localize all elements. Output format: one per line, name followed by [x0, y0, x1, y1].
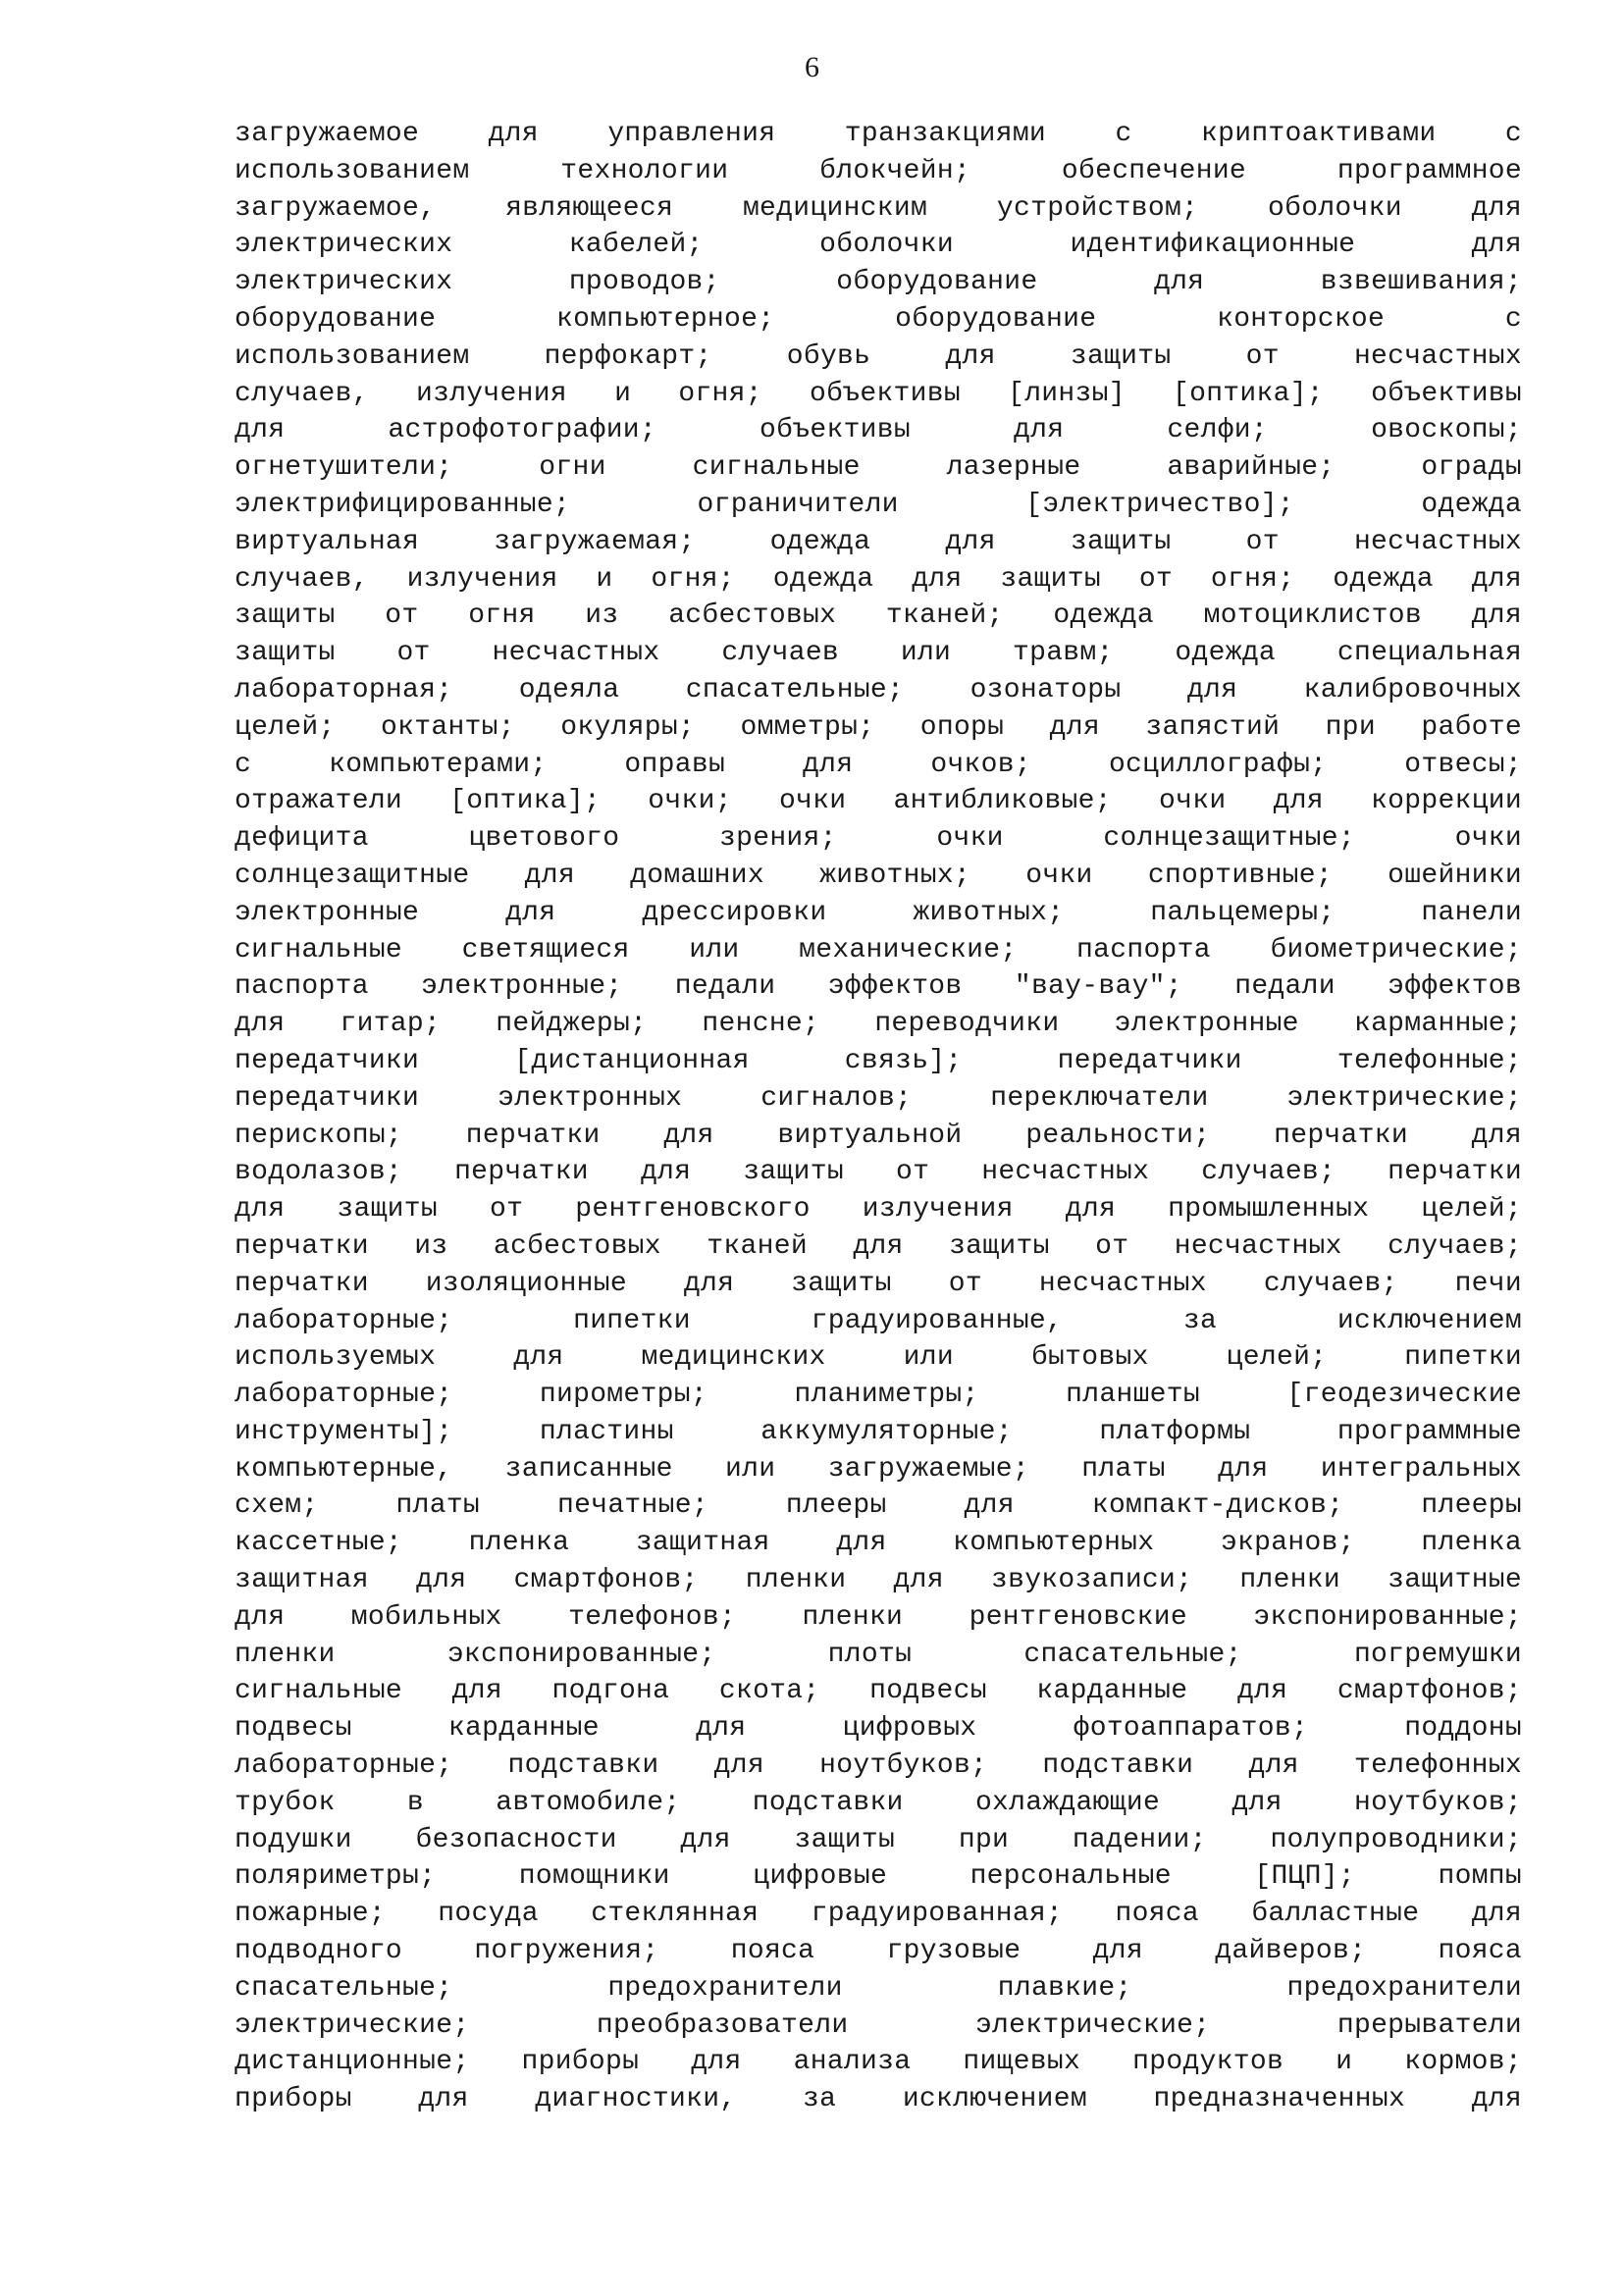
- text-line: случаев, излучения и огня; объективы [линзы] [оптика]; объективы: [235, 378, 1522, 409]
- text-line: пожарные; посуда стеклянная градуированная; пояса балластные для: [235, 1899, 1522, 1930]
- text-line: для мобильных телефонов; пленки рентгеновские экспонированные;: [235, 1601, 1522, 1633]
- text-line: поляриметры; помощники цифровые персональные [ПЦП]; помпы: [235, 1861, 1522, 1893]
- text-line: подушки безопасности для защиты при падении; полупроводники;: [235, 1824, 1522, 1855]
- text-line: подводного погружения; пояса грузовые для дайверов; пояса: [235, 1936, 1522, 1967]
- text-line: отражатели [оптика]; очки; очки антибликовые; очки для коррекции: [235, 786, 1522, 817]
- text-line: солнцезащитные для домашних животных; очки спортивные; ошейники: [235, 860, 1522, 891]
- text-line: перчатки из асбестовых тканей для защиты от несчастных случаев;: [235, 1230, 1522, 1262]
- text-line: загружаемое, являющееся медицинским устройством; оболочки для: [235, 192, 1522, 224]
- text-line: оборудование компьютерное; оборудование конторское с: [235, 303, 1522, 335]
- text-line: сигнальные светящиеся или механические; паспорта биометрические;: [235, 934, 1522, 965]
- page-number: 6: [805, 51, 819, 83]
- text-line: спасательные; предохранители плавкие; предохранители: [235, 1972, 1522, 2004]
- text-line: огнетушители; огни сигнальные лазерные аварийные; ограды: [235, 452, 1522, 484]
- text-line: используемых для медицинских или бытовых целей; пипетки: [235, 1342, 1522, 1374]
- text-line: для астрофотографии; объективы для селфи; овоскопы;: [235, 415, 1522, 446]
- text-line: защиты от огня из асбестовых тканей; одежда мотоциклистов для: [235, 600, 1522, 632]
- text-line: водолазов; перчатки для защиты от несчастных случаев; перчатки: [235, 1157, 1522, 1188]
- text-line: целей; октанты; окуляры; омметры; опоры для запястий при работе: [235, 711, 1522, 743]
- text-line: дистанционные; приборы для анализа пищевых продуктов и кормов;: [235, 2047, 1522, 2078]
- document-body: [235, 116, 1522, 2118]
- text-line: лабораторные; пирометры; планиметры; планшеты [геодезические: [235, 1380, 1522, 1411]
- text-line: использованием перфокарт; обувь для защиты от несчастных: [235, 340, 1522, 372]
- text-line: электрических проводов; оборудование для взвешивания;: [235, 267, 1522, 298]
- text-line: электронные для дрессировки животных; пальцемеры; панели: [235, 897, 1522, 928]
- text-line: приборы для диагностики, за исключением предназначенных для: [235, 2084, 1522, 2115]
- text-line: защиты от несчастных случаев или травм; одежда специальная: [235, 638, 1522, 669]
- text-line: электрические; преобразователи электрические; прерыватели: [235, 2009, 1522, 2041]
- text-line: электрифицированные; ограничители [электричество]; одежда: [235, 489, 1522, 520]
- text-line: с компьютерами; оправы для очков; осциллографы; отвесы;: [235, 749, 1522, 780]
- text-line: трубок в автомобиле; подставки охлаждающие для ноутбуков;: [235, 1787, 1522, 1818]
- text-line: для защиты от рентгеновского излучения для промышленных целей;: [235, 1194, 1522, 1226]
- text-line: случаев, излучения и огня; одежда для защиты от огня; одежда для: [235, 563, 1522, 595]
- text-line: перископы; перчатки для виртуальной реальности; перчатки для: [235, 1120, 1522, 1151]
- text-line: электрических кабелей; оболочки идентификационные для: [235, 230, 1522, 261]
- text-line: компьютерные, записанные или загружаемые; платы для интегральных: [235, 1453, 1522, 1485]
- text-line: дефицита цветового зрения; очки солнцезащитные; очки: [235, 823, 1522, 855]
- text-line: лабораторные; подставки для ноутбуков; подставки для телефонных: [235, 1750, 1522, 1782]
- text-line: кассетные; пленка защитная для компьютерных экранов; пленка: [235, 1528, 1522, 1559]
- text-line: виртуальная загружаемая; одежда для защиты от несчастных: [235, 526, 1522, 557]
- text-line: лабораторная; одеяла спасательные; озонаторы для калибровочных: [235, 674, 1522, 705]
- text-line: лабораторные; пипетки градуированные, за исключением: [235, 1305, 1522, 1336]
- text-line: схем; платы печатные; плееры для компакт-дисков; плееры: [235, 1490, 1522, 1522]
- text-line: инструменты]; пластины аккумуляторные; платформы программные: [235, 1416, 1522, 1447]
- text-line: пленки экспонированные; плоты спасательные; погремушки: [235, 1639, 1522, 1670]
- text-line: защитная для смартфонов; пленки для звукозаписи; пленки защитные: [235, 1565, 1522, 1596]
- text-line: загружаемое для управления транзакциями с криптоактивами с: [235, 119, 1522, 149]
- text-line: паспорта электронные; педали эффектов "вау-вау"; педали эффектов: [235, 971, 1522, 1003]
- text-line: для гитар; пейджеры; пенсне; переводчики электронные карманные;: [235, 1009, 1522, 1040]
- text-line: передатчики [дистанционная связь]; передатчики телефонные;: [235, 1045, 1522, 1076]
- text-line: подвесы карданные для цифровых фотоаппаратов; поддоны: [235, 1713, 1522, 1745]
- text-line: сигнальные для подгона скота; подвесы карданные для смартфонов;: [235, 1676, 1522, 1707]
- text-line: перчатки изоляционные для защиты от несчастных случаев; печи: [235, 1268, 1522, 1299]
- text-line: передатчики электронных сигналов; переключатели электрические;: [235, 1082, 1522, 1114]
- text-line: использованием технологии блокчейн; обеспечение программное: [235, 155, 1522, 186]
